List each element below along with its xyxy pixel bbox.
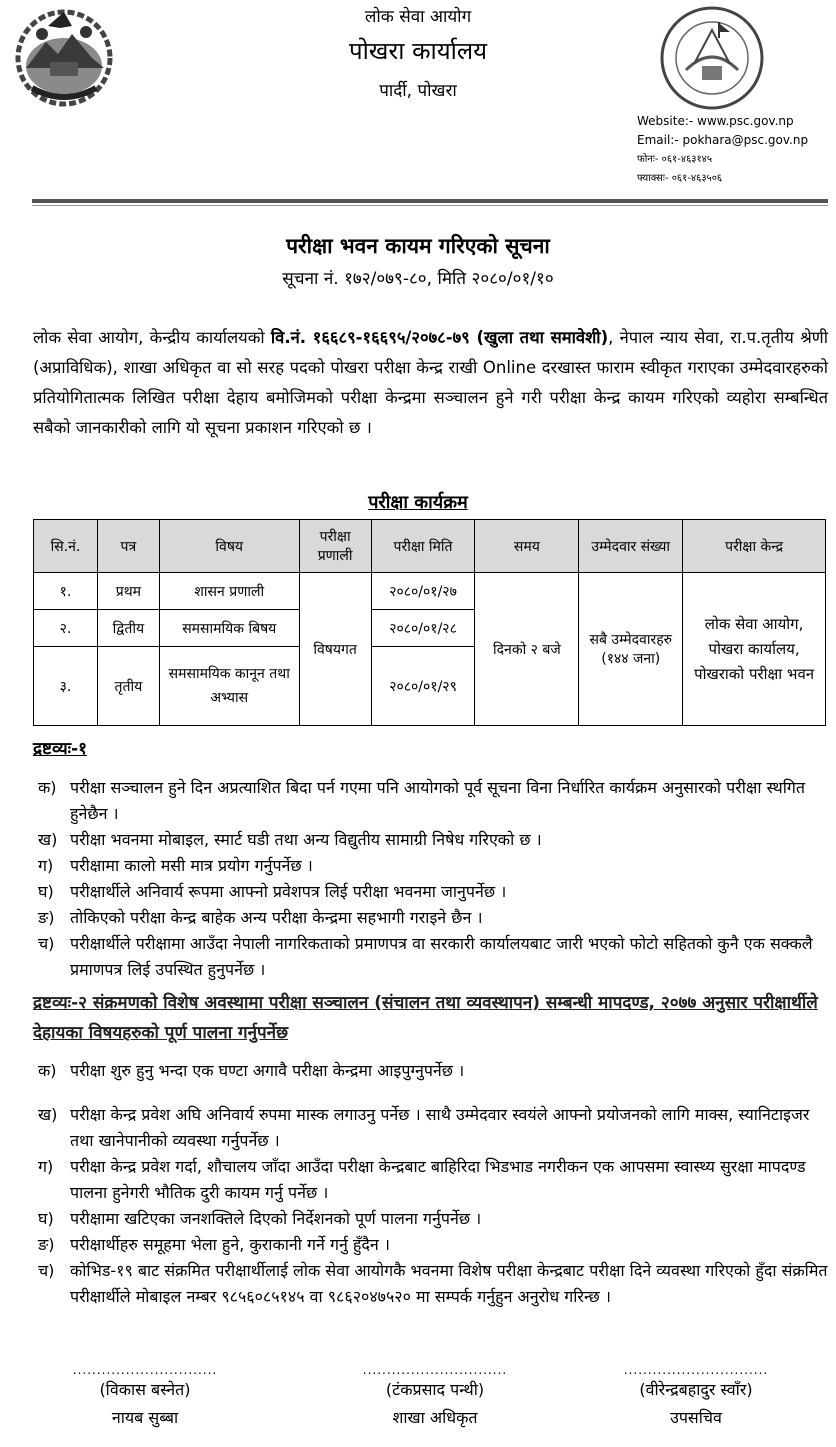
- item-marker: घ): [38, 1209, 54, 1228]
- item-text: परीक्षामा खटिएका जनशक्तिले दिएको निर्देशनको पूर्ण पालना गर्नुपर्नेछ ।: [70, 1209, 482, 1228]
- cell-time: दिनको २ बजे: [475, 573, 579, 726]
- header-divider-thin: [32, 205, 828, 206]
- notice-number: सूचना नं. १७२/०७९-८०, मिति २०८०/०१/१०: [282, 269, 554, 289]
- cell-system: विषयगत: [299, 573, 371, 726]
- signatory-title: नायब सुब्बा: [111, 1408, 179, 1427]
- cell-date: २०८०/०१/२९: [371, 647, 475, 726]
- signatory-title: उपसचिव: [670, 1408, 722, 1427]
- item-marker: ग): [38, 856, 54, 875]
- list-item: [38, 1206, 828, 1232]
- item-marker: क): [38, 1061, 57, 1080]
- body-text-1: लोक सेवा आयोग, केन्द्रीय कार्यालयको: [33, 328, 271, 347]
- list-item: [38, 827, 828, 853]
- body-ad-number: वि.नं. १६६८९-१६६९५/२०७८-७९ (खुला तथा समावेशी): [270, 328, 609, 347]
- list-item: [38, 1258, 828, 1310]
- office-location: पार्दी, पोखरा: [379, 81, 457, 101]
- cell-candidates: सबै उम्मेदवारहरु (१४४ जना): [579, 573, 683, 726]
- org-name: लोक सेवा आयोग: [364, 7, 472, 27]
- signatory-name: (वीरेन्द्रबहादुर स्वाँर): [639, 1380, 753, 1399]
- col-header: समय: [475, 520, 579, 573]
- signatory-name: (विकास बस्नेत): [99, 1380, 191, 1399]
- cell-subject: शासन प्रणाली: [159, 573, 299, 610]
- item-marker: क): [38, 778, 57, 797]
- program-table: [33, 519, 826, 726]
- notice-body: [33, 323, 828, 443]
- cell-paper: प्रथम: [97, 573, 159, 610]
- col-header: परीक्षा मिति: [371, 520, 475, 573]
- col-header: उम्मेदवार संख्या: [579, 520, 683, 573]
- note1-heading: द्रष्टव्यः-१: [33, 739, 87, 759]
- signature-block: [340, 1364, 530, 1432]
- item-text: परीक्षामा कालो मसी मात्र प्रयोग गर्नुपर्नेछ ।: [70, 856, 313, 875]
- cell-sn: १.: [34, 573, 98, 610]
- item-text: परीक्षा भवनमा मोबाइल, स्मार्ट घडी तथा अन्य विद्युतीय सामाग्री निषेध गरिएको छ ।: [70, 830, 542, 849]
- website-text: Website:- www.psc.gov.np: [637, 114, 794, 128]
- list-item: [38, 879, 828, 905]
- item-text: परीक्षा शुरु हुनु भन्दा एक घण्टा अगावै परीक्षा केन्द्रमा आइपुग्नुपर्नेछ ।: [70, 1061, 465, 1080]
- body-text-2: , नेपाल न्याय सेवा, रा.प.तृतीय श्रेणी (अप्राविधिक), शाखा अधिकृत वा सो सरह पदको पोखरा परीक्षा केन्द्र राखी Online दरखास्त फाराम स्वीकृत गराएका उम्मेदवारहरुको प्रतियोगितात्मक लिखित परीक्षा देहाय बमोजिमको परीक्षा केन्द्रमा सञ्चालन हुने गरी परीक्षा केन्द्र कायम गरिएको व्यहोरा सम्बन्धित सबैको जानकारीको लागि यो सूचना प्रकाशन गरिएको छ ।: [33, 328, 828, 437]
- item-marker: घ): [38, 882, 54, 901]
- item-marker: ख): [38, 1105, 58, 1124]
- signature-block: [596, 1364, 796, 1432]
- col-header: परीक्षा केन्द्र: [683, 520, 826, 573]
- fax-text: फ्याक्सः- ०६१-४६३५०६: [637, 173, 723, 184]
- cell-center: लोक सेवा आयोग, पोखरा कार्यालय, पोखराको परीक्षा भवन: [683, 573, 826, 726]
- item-text: परीक्षार्थीले परीक्षामा आउँदा नेपाली नागरिकताको प्रमाणपत्र वा सरकारी कार्यालयबाट जारी भएको फोटो सहितको कुनै एक सक्कलै प्रमाणपत्र लिई उपस्थित हुनुपर्नेछ ।: [70, 934, 813, 979]
- item-text: तोकिएको परीक्षा केन्द्र बाहेक अन्य परीक्षा केन्द्रमा सहभागी गराइने छैन ।: [70, 908, 483, 927]
- item-marker: ङ): [38, 908, 55, 927]
- list-item: [38, 1154, 828, 1206]
- signature-line: ..............................: [623, 1363, 769, 1377]
- list-item: [38, 1058, 828, 1084]
- list-item: [38, 775, 828, 827]
- office-name: पोखरा कार्यालय: [348, 37, 488, 65]
- note2-list: [38, 1058, 828, 1310]
- cell-date: २०८०/०१/२७: [371, 573, 475, 610]
- item-marker: ख): [38, 830, 58, 849]
- item-marker: ङ): [38, 1235, 55, 1254]
- cell-paper: तृतीय: [97, 647, 159, 726]
- col-header: पत्र: [97, 520, 159, 573]
- note1-list: [38, 775, 828, 983]
- list-item: [38, 931, 828, 983]
- header-divider: [32, 199, 828, 203]
- phone-text: फोनः- ०६१-४६३१४५: [637, 154, 713, 165]
- col-header: परीक्षा प्रणाली: [299, 520, 371, 573]
- item-text: कोभिड-१९ बाट संक्रमित परीक्षार्थीलाई लोक सेवा आयोगकै भवनमा विशेष परीक्षा केन्द्रबाट परीक्षा दिने व्यवस्था गरिएको हुँदा संक्रमित परीक्षार्थीले मोबाइल नम्बर ९८५६०८५१४५ वा ९८६२०४७५२० मा सम्पर्क गर्नुहुन अनुरोध गरिन्छ ।: [70, 1261, 828, 1306]
- cell-subject: समसामयिक बिषय: [159, 610, 299, 647]
- notice-title: परीक्षा भवन कायम गरिएको सूचना: [286, 234, 550, 258]
- note2-heading: द्रष्टव्यः-२ संक्रमणको विशेष अवस्थामा परीक्षा सञ्चालन (संचालन तथा व्यवस्थापन) सम्बन्धी मापदण्ड, २०७७ अनुसार परीक्षार्थीले देहायका विषयहरुको पूर्ण पालना गर्नुपर्नेछ: [33, 993, 818, 1043]
- item-text: परीक्षा केन्द्र प्रवेश गर्दा, शौचालय जाँदा आउँदा परीक्षा केन्द्रबाट बाहिरिदा भिडभाड नगरीकन एक आपसमा स्वास्थ्य सुरक्षा मापदण्ड पालना हुनेगरी भौतिक दुरी कायम गर्नु पर्नेछ ।: [70, 1157, 806, 1202]
- signatory-title: शाखा अधिकृत: [392, 1408, 478, 1427]
- item-marker: च): [38, 934, 55, 953]
- col-header: सि.नं.: [34, 520, 98, 573]
- cell-paper: द्वितीय: [97, 610, 159, 647]
- col-header: विषय: [159, 520, 299, 573]
- item-text: परीक्षार्थीले अनिवार्य रूपमा आफ्नो प्रवेशपत्र लिई परीक्षा भवनमा जानुपर्नेछ ।: [70, 882, 507, 901]
- email-text: Email:- pokhara@psc.gov.np: [637, 133, 809, 147]
- cell-sn: २.: [34, 610, 98, 647]
- signature-line: ..............................: [72, 1363, 218, 1377]
- table-row: [34, 573, 826, 610]
- signature-block: [50, 1364, 240, 1432]
- cell-sn: ३.: [34, 647, 98, 726]
- program-title: परीक्षा कार्यक्रम: [368, 492, 468, 513]
- item-text: परीक्षा सञ्चालन हुने दिन अप्रत्याशित बिदा पर्न गएमा पनि आयोगको पूर्व सूचना विना निर्धारित कार्यक्रम अनुसारको परीक्षा स्थगित हुनेछैन ।: [70, 778, 805, 823]
- list-item: [38, 905, 828, 931]
- item-marker: च): [38, 1261, 55, 1280]
- cell-date: २०८०/०१/२८: [371, 610, 475, 647]
- cell-subject: समसामयिक कानून तथा अभ्यास: [159, 647, 299, 726]
- item-marker: ग): [38, 1157, 54, 1176]
- psc-logo-icon: [658, 4, 766, 112]
- list-item: [38, 1102, 828, 1154]
- signature-line: ..............................: [362, 1363, 508, 1377]
- table-header-row: [34, 520, 826, 573]
- item-text: परीक्षा केन्द्र प्रवेश अघि अनिवार्य रुपमा मास्क लगाउनु पर्नेछ । साथै उम्मेदवार स्वयंले आफ्नो प्रयोजनको लागि माक्स, स्यानिटाइजर तथा खानेपानीको व्यवस्था गर्नुपर्नेछ ।: [70, 1105, 810, 1150]
- list-item: [38, 853, 828, 879]
- signatory-name: (टंकप्रसाद पन्थी): [385, 1380, 485, 1399]
- item-text: परीक्षार्थीहरु समूहमा भेला हुने, कुराकानी गर्ने गर्नु हुँदैन ।: [70, 1235, 390, 1254]
- list-item: [38, 1232, 828, 1258]
